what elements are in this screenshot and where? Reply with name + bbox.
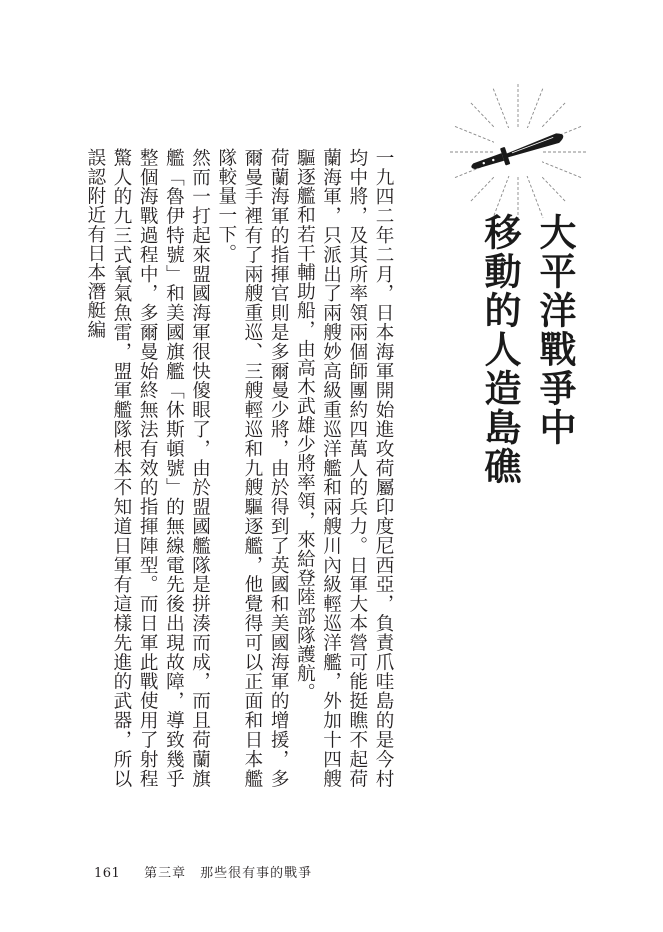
page-footer: [94, 862, 312, 881]
dagger-icon: [448, 80, 588, 225]
paragraph-2: 荷蘭海軍的指揮官則是多爾曼少將，由於得到了英國和美國海軍的增援，多爾曼手裡有了兩艘重巡、三艘輕巡和九艘驅逐艦，他覺得可以正面和日本艦隊較量一下。: [215, 148, 290, 788]
page-number: 161: [94, 866, 121, 881]
paragraph-1: 一九四二年二月，日本海軍開始進攻荷屬印度尼西亞，負責爪哇島的是今村均中將，及其所率領兩個師團約四萬人的兵力。日軍大本營可能挺瞧不起荷蘭海軍，只派出了兩艘妙高級重巡洋艦和兩艘川內級輕巡洋艦，外加十四艘驅逐艦和若干輔助船，由高木武雄少將率領，來給登陸部隊護航。: [294, 148, 394, 788]
paragraph-3: 然而一打起來盟國海軍很快傻眼了，由於盟國艦隊是拼湊而成，而且荷蘭旗艦「魯伊特號」和美國旗艦「休斯頓號」的無線電先後出現故障，導致幾乎整個海戰過程中，多爾曼始終無法有效的指揮陣型。而日軍此戰使用了射程驚人的九三式氧氣魚雷，盟軍艦隊根本不知道日軍有這樣先進的武器，所以誤認附近有日本潛艇編: [84, 148, 211, 788]
chapter-title-line-2: 移動的人造島礁: [478, 213, 521, 486]
running-chapter-title: 第三章 那些很有事的戰爭: [144, 866, 313, 881]
chapter-title-line-1: 大平洋戰爭中: [533, 213, 576, 447]
body-text: [84, 148, 396, 788]
